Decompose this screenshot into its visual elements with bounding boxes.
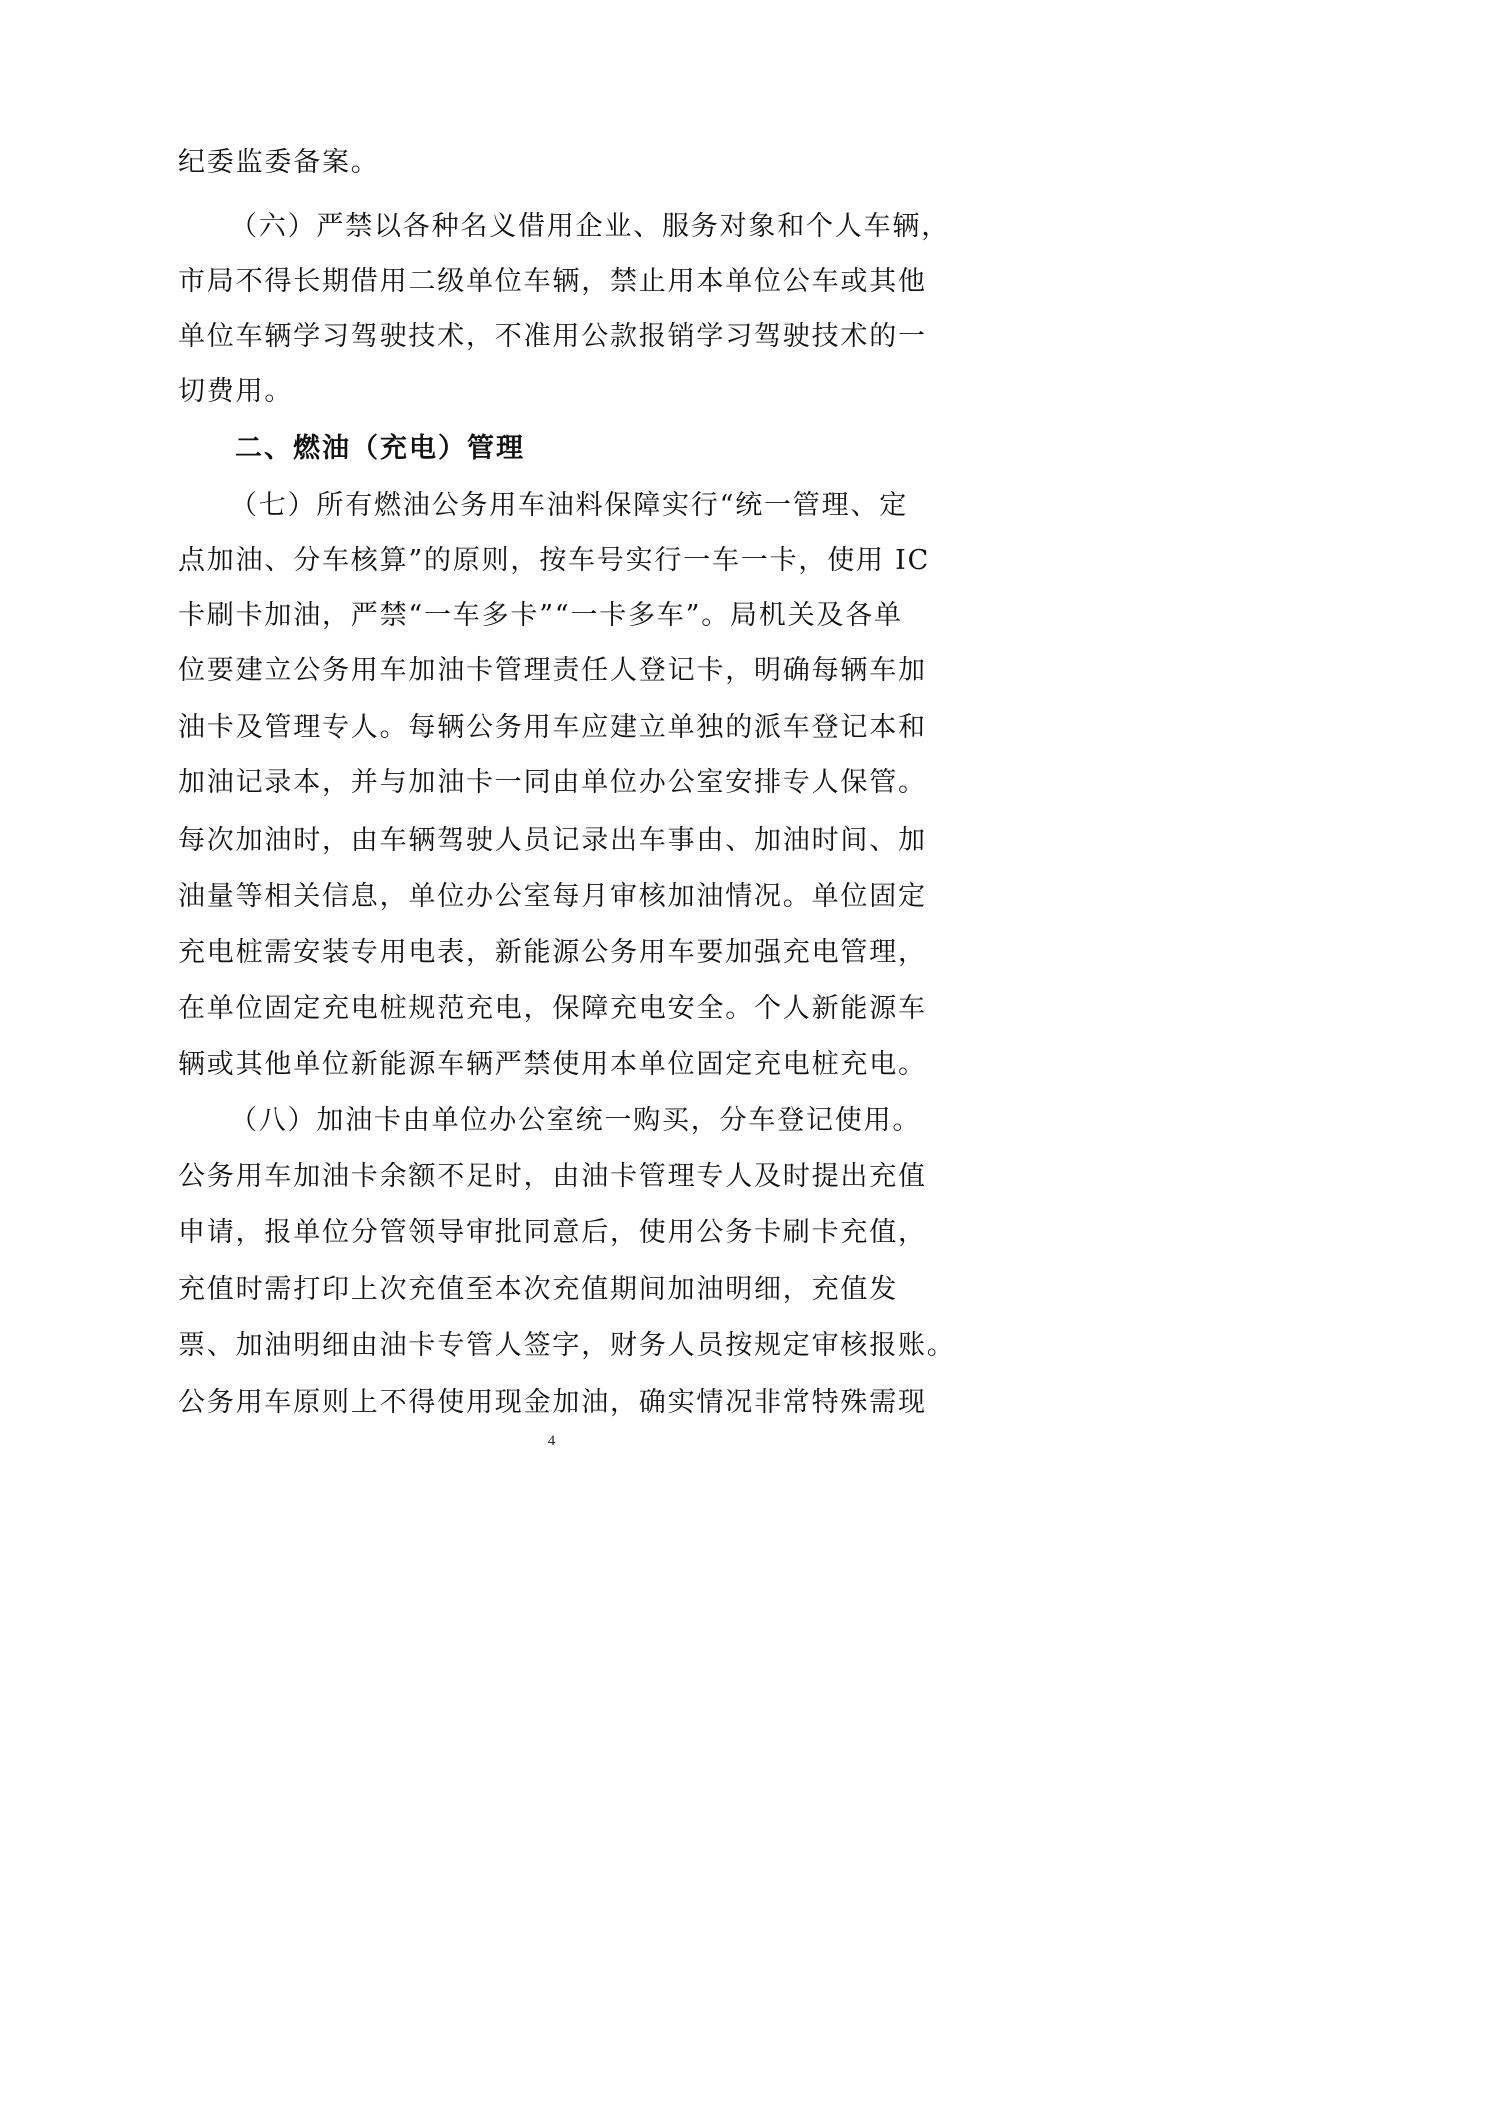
- paragraph-7-line-2: 点加油、分车核算”的原则，按车号实行一车一卡，使用 IC: [178, 545, 931, 576]
- paragraph-8-line-6: 公务用车原则上不得使用现金加油，确实情况非常特殊需现: [178, 1387, 927, 1418]
- paragraph-7-line-8: 油量等相关信息，单位办公室每月审核加油情况。单位固定: [178, 881, 927, 912]
- paragraph-8-line-4: 充值时需打印上次充值至本次充值期间加油明细，充值发: [178, 1274, 898, 1305]
- page-number: 4: [547, 1433, 556, 1449]
- paragraph-6-line-3: 单位车辆学习驾驶技术，不准用公款报销学习驾驶技术的一: [178, 321, 927, 352]
- paragraph-7-line-6: 加油记录本，并与加油卡一同由单位办公室安排专人保管。: [178, 767, 927, 798]
- paragraph-7-line-10: 在单位固定充电桩规范充电，保障充电安全。个人新能源车: [178, 993, 927, 1024]
- paragraph-7-line-9: 充电桩需安装专用电表，新能源公务用车要加强充电管理，: [178, 937, 927, 968]
- paragraph-8-line-5: 票、加油明细由油卡专管人签字，财务人员按规定审核报账。: [178, 1330, 956, 1361]
- paragraph-7-line-11: 辆或其他单位新能源车辆严禁使用本单位固定充电桩充电。: [178, 1049, 927, 1080]
- paragraph-6-line-1: （六）严禁以各种名义借用企业、服务对象和个人车辆，: [230, 211, 950, 242]
- paragraph-8-line-3: 申请，报单位分管领导审批同意后，使用公务卡刷卡充值，: [178, 1217, 927, 1248]
- paragraph-7-line-4: 位要建立公务用车加油卡管理责任人登记卡，明确每辆车加: [178, 655, 927, 686]
- section-2-heading: 二、燃油（充电）管理: [235, 433, 525, 464]
- paragraph-7-line-7: 每次加油时，由车辆驾驶人员记录出车事由、加油时间、加: [178, 825, 927, 856]
- paragraph-5-line-1: 纪委监委备案。: [178, 147, 380, 178]
- paragraph-6-line-2: 市局不得长期借用二级单位车辆，禁止用本单位公车或其他: [178, 266, 927, 297]
- paragraph-7-line-1: （七）所有燃油公务用车油料保障实行“统一管理、定: [230, 490, 909, 521]
- paragraph-8-line-1: （八）加油卡由单位办公室统一购买，分车登记使用。: [230, 1105, 922, 1136]
- paragraph-7-line-3: 卡刷卡加油，严禁“一车多卡”“一卡多车”。局机关及各单: [178, 600, 903, 631]
- paragraph-6-line-4: 切费用。: [178, 376, 294, 407]
- paragraph-8-line-2: 公务用车加油卡余额不足时，由油卡管理专人及时提出充值: [178, 1161, 927, 1192]
- paragraph-7-line-5: 油卡及管理专人。每辆公务用车应建立单独的派车登记本和: [178, 712, 927, 743]
